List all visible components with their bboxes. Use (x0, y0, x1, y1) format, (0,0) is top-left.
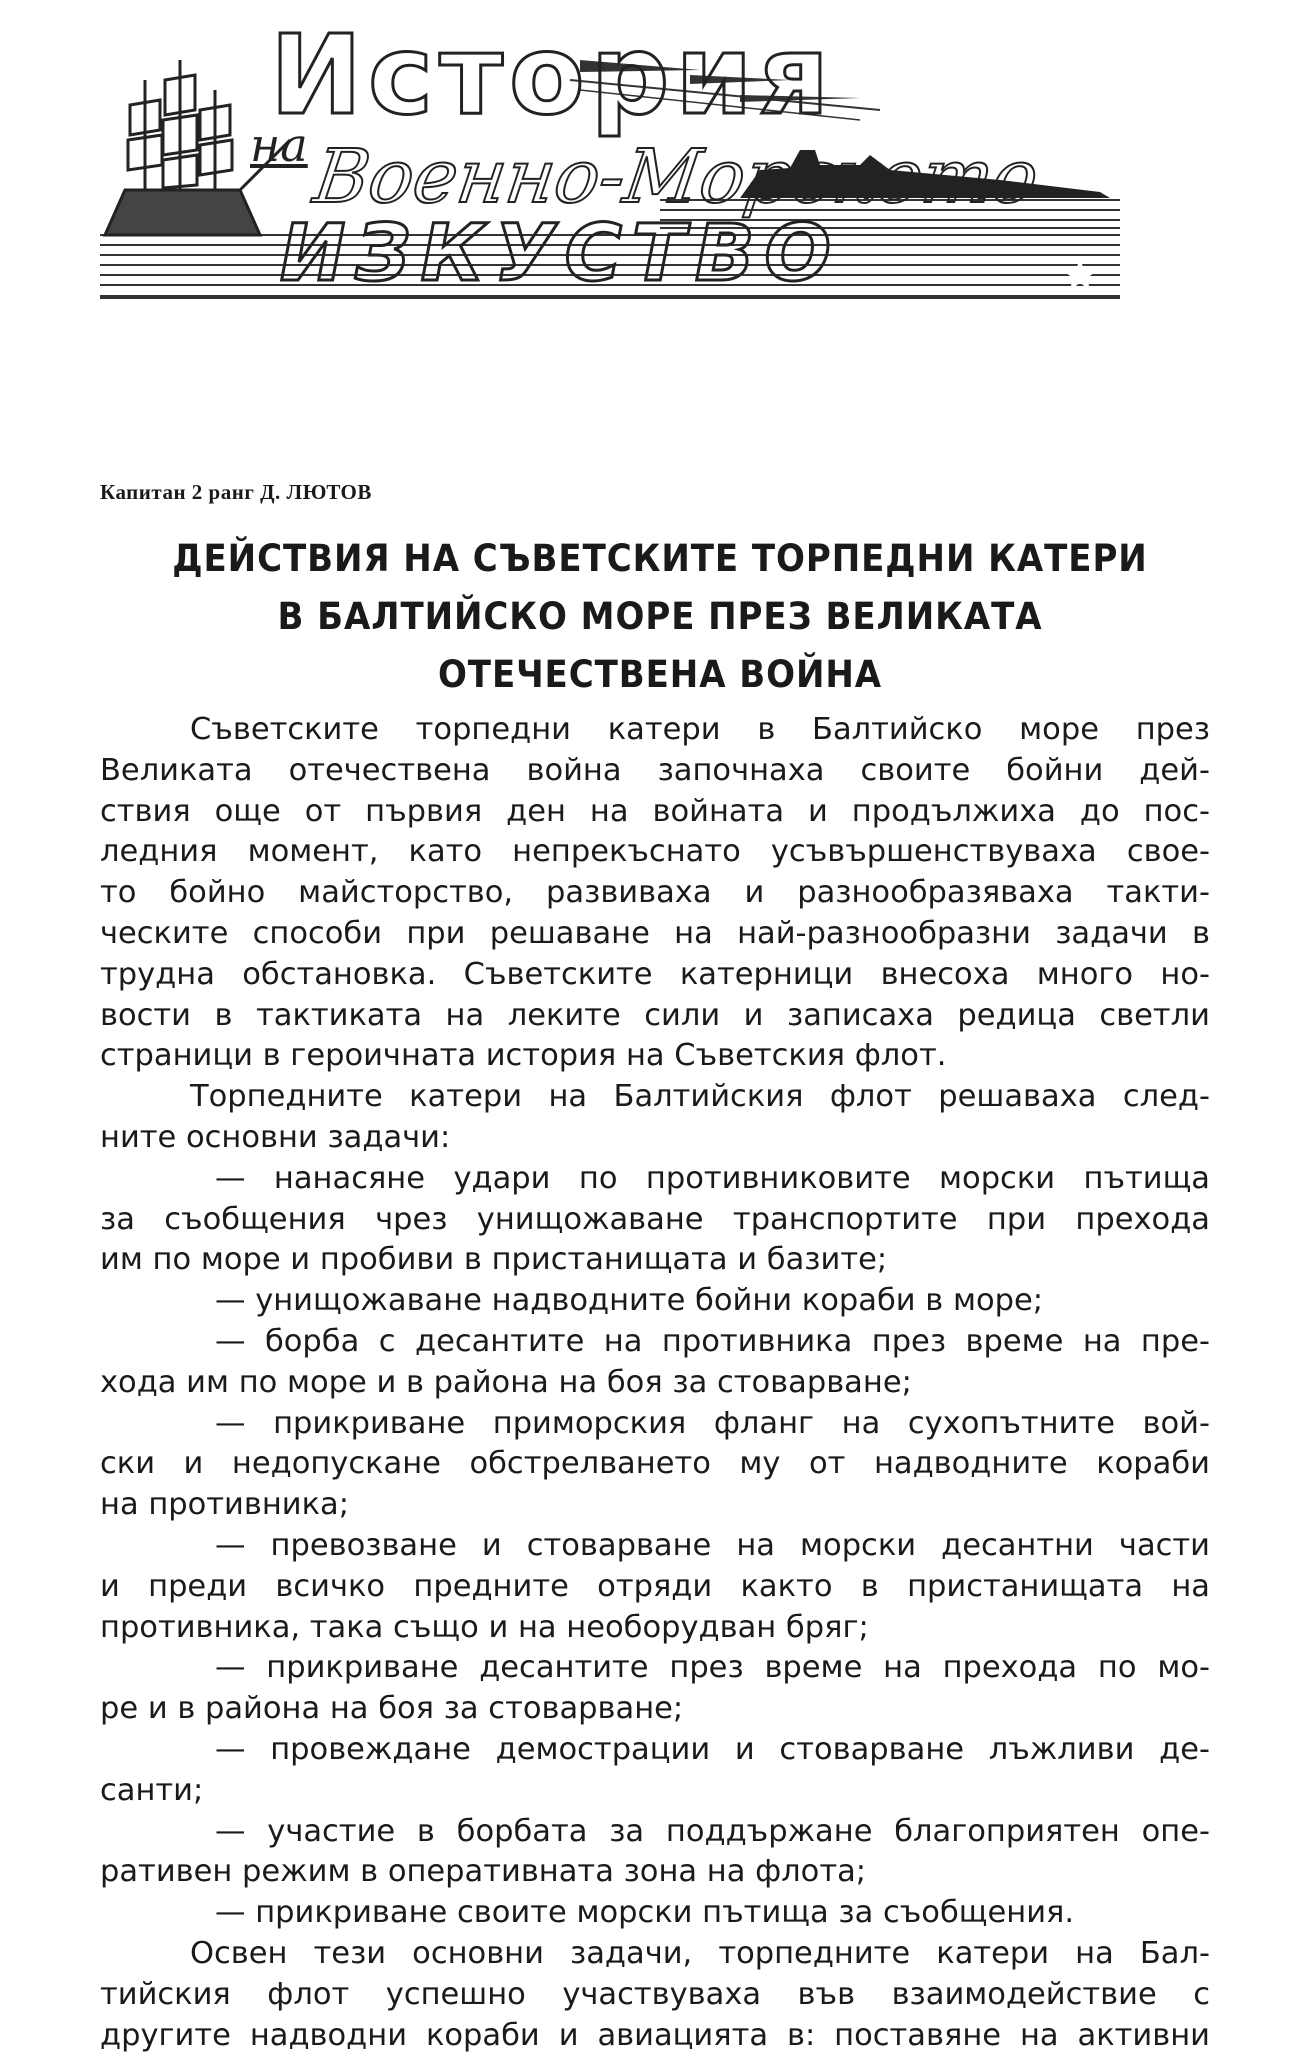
text-line: другите надводни кораби и авиацията в: поставяне на активни (100, 2016, 1210, 2056)
text-line: ствия още от първия ден на войната и продължиха до пос- (100, 792, 1210, 833)
text-line: — участие в борбата за поддържане благоприятен опе- (100, 1812, 1210, 1853)
text-line: вости в тактиката на леките сили и записаха редица светли (100, 996, 1210, 1037)
headline-line: В БАЛТИЙСКО МОРЕ ПРЕЗ ВЕЛИКАТА (145, 588, 1175, 646)
text-line: — провеждане демострации и стоварване лъжливи де- (100, 1730, 1210, 1771)
text-line: — прикриване приморския фланг на сухопътните вой- (100, 1404, 1210, 1445)
text-line: трудна обстановка. Съветските катерници внесоха много но- (100, 955, 1210, 996)
text-line: Великата отечествена война започнаха своите бойни дей- (100, 751, 1210, 792)
text-line: хода им по море и в района на боя за стоварване; (100, 1363, 1210, 1404)
text-line: на противника; (100, 1485, 1210, 1526)
article-body (100, 710, 1210, 2056)
text-line: и преди всичко предните отряди както в пристанищата на (100, 1567, 1210, 1608)
text-line: за съобщения чрез унищожаване транспортите при прехода (100, 1200, 1210, 1241)
text-line: ческите способи при решаване на най-разнообразни задачи в (100, 914, 1210, 955)
text-line: Съветските торпедни катери в Балтийско море през (100, 710, 1210, 751)
headline-line: ДЕЙСТВИЯ НА СЪВЕТСКИТЕ ТОРПЕДНИ КАТЕРИ (145, 530, 1175, 588)
masthead-title-line1: История (270, 20, 835, 130)
text-line: — прикриване десантите през време на прехода по мо- (100, 1648, 1210, 1689)
text-line: тийския флот успешно участвуваха във взаимодействие с (100, 1975, 1210, 2016)
text-line: страници в героичната история на Съветския флот. (100, 1036, 1210, 1077)
text-line: — борба с десантите на противника през време на пре- (100, 1322, 1210, 1363)
text-line: ре и в района на боя за стоварване; (100, 1689, 1210, 1730)
article-headline (145, 530, 1175, 704)
text-line: — унищожаване надводните бойни кораби в море; (100, 1281, 1210, 1322)
text-line: — прикриване своите морски пътища за съобщения. (100, 1893, 1210, 1934)
masthead (100, 20, 1120, 310)
text-line: — нанасяне удари по противниковите морски пътища (100, 1159, 1210, 1200)
masthead-title-na: на (250, 118, 308, 172)
headline-line: ОТЕЧЕСТВЕНА ВОЙНА (145, 646, 1175, 704)
text-line: — превозване и стоварване на морски десантни части (100, 1526, 1210, 1567)
text-line: ски и недопускане обстрелването му от надводните кораби (100, 1444, 1210, 1485)
text-line: Торпедните катери на Балтийския флот решаваха след- (100, 1077, 1210, 1118)
text-line: санти; (100, 1771, 1210, 1812)
masthead-title-line2: Военно-Морското (310, 140, 1043, 214)
article-author: Капитан 2 ранг Д. ЛЮТОВ (100, 480, 372, 505)
text-line: ните основни задачи: (100, 1118, 1210, 1159)
text-line: им по море и пробиви в пристанищата и базите; (100, 1240, 1210, 1281)
text-line: ративен режим в оперативната зона на флота; (100, 1852, 1210, 1893)
text-line: ледния момент, като непрекъснато усъвършенствуваха свое- (100, 832, 1210, 873)
text-line: то бойно майсторство, развиваха и разнообразяваха такти- (100, 873, 1210, 914)
masthead-title-line3: ИЗКУСТВО (280, 215, 841, 293)
text-line: противника, така също и на необорудван бряг; (100, 1608, 1210, 1649)
text-line: Освен тези основни задачи, торпедните катери на Бал- (100, 1934, 1210, 1975)
